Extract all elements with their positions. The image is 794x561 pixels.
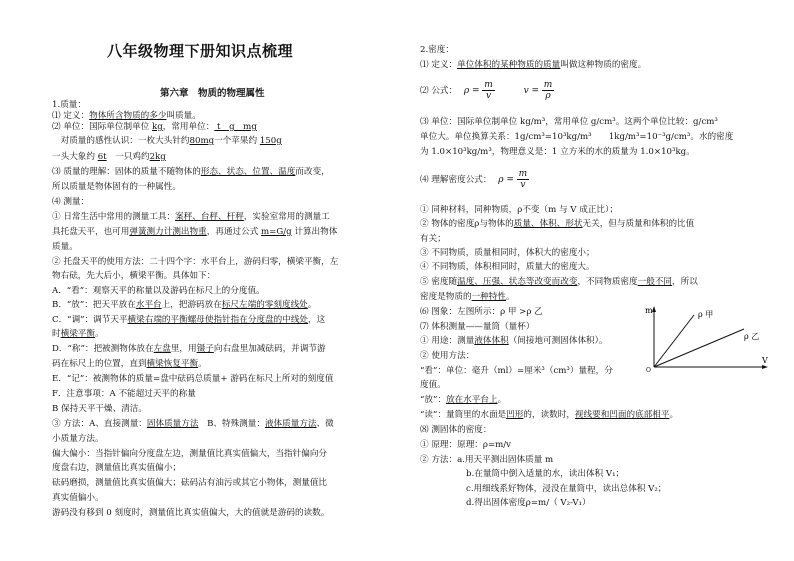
measure-tools-2: 具托盘天平，也可用弹簧测力计测出物重，再通过公式 m=G/g 计算出物体 (52, 227, 338, 237)
rule-4: ④ 不同物质，体积相同时，质量大的密度大。 (420, 262, 595, 272)
notice-a: F．注意事项：A 不能超过天平的称量 (52, 389, 196, 399)
solid-principle: ① 原理：原理：ρ=m/v (420, 440, 512, 450)
balance-usage-1: ② 托盘天平的使用方法：二十四个字：水平台上，游码归零，横梁平衡，左 (52, 257, 339, 267)
measure-tools-3: 质量。 (52, 242, 78, 252)
density-graph (644, 303, 774, 373)
step-look: A．“看”：观察天平的称量以及游码在标尺上的分度值。 (52, 286, 265, 296)
x-axis-label: V (762, 356, 768, 365)
density-formula: ⑵ 公式： ρ = $\frac{m}{v}$ v = $\frac{m}{\rho}$ (420, 80, 553, 101)
line-yi-label: ρ 乙 (744, 332, 760, 341)
volume-place: “放”：放在水平台上。 (420, 395, 507, 405)
step-weigh-2: 码在标尺上的位置，直到横梁恢复平衡。 (52, 359, 207, 369)
solid-step-d: d.得出固体密度ρ=m/（ V₂-V₁） (466, 498, 591, 508)
error-1: 偏大偏小：当指针偏向分度盘左边，测量值比真实值偏大，当指针偏向分 (52, 449, 328, 459)
solid-step-a: ② 方法：a.用天平测出固体质量 m (420, 455, 554, 465)
measure-tools-1: ① 日常生活中常用的测量工具：案秤、台秤、杆秤，实验室常用的测量工 (52, 212, 330, 222)
volume-read: “读”：量筒里的水面是凹形的，读数时，视线要和凹面的底部相平。 (420, 410, 679, 420)
volume-use: ① 用途：测量液体体积（间接地可测固体体积）。 (420, 336, 608, 346)
error-5: 游码没有移到 0 刻度时，测量值比真实值偏大，大的值就是游码的读数。 (52, 508, 330, 518)
solid-step-b: b.在量筒中倒入适量的水，读出体积 V₁； (466, 469, 625, 479)
mass-property: 所以质量是物体固有的一种属性。 (52, 182, 181, 192)
mass-sense-1: 对质量的感性认识：一枚大头针约80mg一个苹果约 150g (52, 136, 282, 146)
volume-look: “看”：单位：毫升（ml）=厘米³（cm³）量程，分 (420, 366, 613, 376)
method-1: ③ 方法：A、直接测量：固体质量方法 B、特殊测量：液体质量方法、微 (52, 419, 334, 429)
line-yi (654, 329, 744, 367)
error-2: 度盘右边，测量值比真实值偏小； (52, 463, 181, 473)
density-unit-1: ⑶ 单位：国际单位制单位 kg/m³，常用单位 g/cm³。这两个单位比较：g/cm³ (420, 117, 718, 127)
method-2: 小质量方法。 (52, 434, 104, 444)
density-unit-2: 单位大。单位换算关系：1g/cm³=10³kg/m³ 1kg/m³=10⁻³g/cm³。水的密度 (420, 132, 734, 142)
formula-fraction-2: $\frac{m}{\rho}$ (543, 80, 553, 101)
step-adjust-1: C．“调”：调节天平横梁右端的平衡螺母使指针指在分度盘的中线处，这 (52, 315, 326, 325)
density-unit-3: 为 1.0×10³kg/m³，物理意义是：1 立方米的水的质量为 1.0×10³kg。 (420, 147, 695, 157)
y-axis-label: m (645, 306, 653, 315)
volume-heading: ⑺ 体积测量——量筒（量杯） (420, 322, 535, 332)
step-record: E．“记”：被测物体的质量=盘中砝码总质量+ 游码在标尺上所对的刻度值 (52, 374, 334, 384)
mass-heading: 1.质量： (52, 100, 86, 110)
formula-fraction-1: $\frac{m}{v}$ (484, 80, 493, 101)
error-4: 真实值偏小。 (52, 493, 104, 503)
rule-5b: 密度是物质的一种特性。 (420, 292, 515, 302)
chapter-heading: 第六章 物质的物理属性 (160, 88, 265, 99)
line-jia (654, 315, 694, 367)
balance-usage-2: 物右砝，先大后小，横梁平衡。具体如下： (52, 271, 216, 281)
rule-5: ⑤ 密度随温度、压强、状态等改变而改变，不同物质密度一般不同，所以 (420, 277, 698, 287)
origin-label: O (646, 367, 651, 373)
solid-step-c: c.用细线系好物体，浸没在量筒中，读出总体积 V₂； (466, 484, 667, 494)
rule-3: ③ 不同物质，质量相同时，体积大的密度小； (420, 248, 595, 258)
step-adjust-2: 时横梁平衡。 (52, 329, 104, 339)
line-jia-label: ρ 甲 (698, 310, 714, 319)
notice-b: B 保持天平干燥、清洁。 (52, 404, 147, 414)
solid-density-heading: ⑻ 测固体的密度： (420, 425, 492, 435)
mass-sense-2: 一头大象约 6t 一只鸡约2kg (52, 152, 166, 162)
measure-heading: ⑷ 测量： (52, 197, 90, 207)
rule-2b: 有关； (420, 234, 446, 244)
density-understanding: ⑷ 理解密度公式： ρ = $\frac{m}{v}$ (420, 169, 528, 190)
volume-method: ② 使用方法： (420, 351, 475, 361)
step-weigh-1: D．“称”：把被测物体放在左盘里，用镊子向右盘里加减砝码，并调节游 (52, 344, 326, 354)
rule-1: ① 同种材料，同种物质，ρ不变（m 与 V 成正比）； (420, 205, 618, 215)
volume-look-2: 度值。 (420, 380, 446, 390)
density-heading: 2.密度： (420, 45, 454, 55)
mass-understanding: ⑶ 质量的理解：固体的质量不随物体的形态、状态、位置、温度而改变， (52, 167, 330, 177)
y-axis-arrow-icon (652, 306, 656, 312)
error-3: 砝码磨损，测量值比真实值偏大；砝码沾有油污或其它小物体，测量值比 (52, 478, 328, 488)
formula-fraction-3: $\frac{m}{v}$ (518, 169, 528, 190)
rule-2: ② 物体的密度ρ与物体的质量、体积、形状无关，但与质量和体积的比值 (420, 219, 695, 229)
page-title: 八年级物理下册知识点梳理 (107, 42, 294, 60)
graph-desc: ⑹ 图象：左图所示：ρ 甲 >ρ 乙 (420, 307, 543, 317)
step-place: B．“放”：把天平放在水平台上，把游码放在标尺左端的零刻度线处。 (52, 300, 317, 310)
mass-definition: ⑴ 定义：物体所含物质的多少叫质量。 (52, 111, 201, 121)
density-definition: ⑴ 定义：单位体积的某种物质的质量叫做这种物质的密度。 (420, 60, 647, 70)
mass-unit: ⑵ 单位：国际单位制单位 kg，常用单位： t g mg (52, 122, 257, 132)
x-axis-arrow-icon (762, 365, 768, 369)
